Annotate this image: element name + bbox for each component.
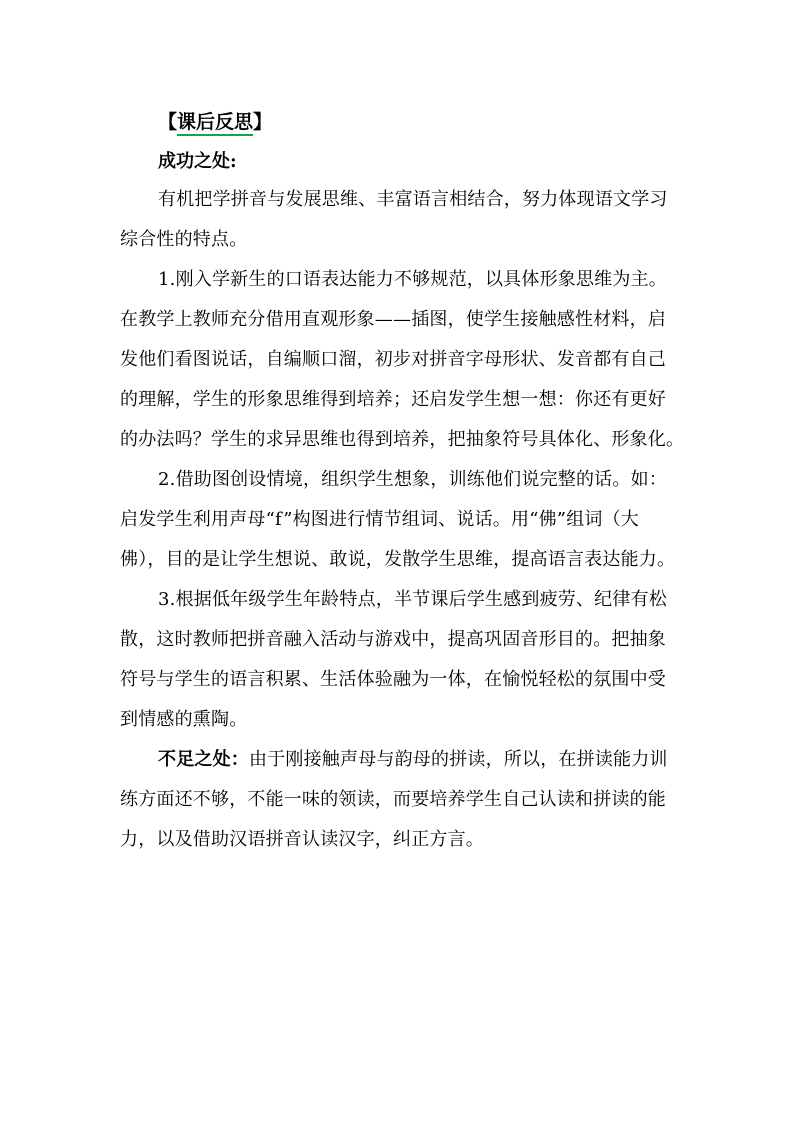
paragraph-line: 有机把学拼音与发展思维、丰富语言相结合，努力体现语文学习 bbox=[158, 189, 668, 210]
paragraph-line: 到情感的熏陶。 bbox=[120, 709, 248, 730]
heading-bracket-close: 】 bbox=[253, 111, 273, 133]
shortcoming-label: 不足之处： bbox=[158, 749, 249, 770]
paragraph-line: 符号与学生的语言积累、生活体验融为一体，在愉悦轻松的氛围中受 bbox=[120, 669, 666, 690]
paragraph-line: 2.借助图创设情境，组织学生想象，训练他们说完整的话。如： bbox=[158, 469, 667, 490]
heading-bracket-open: 【 bbox=[158, 111, 178, 133]
shortcoming-text: 由于刚接触声母与韵母的拼读，所以，在拼读能力训 bbox=[249, 749, 668, 770]
paragraph-line: 的理解，学生的形象思维得到培养；还启发学生想一想：你还有更好 bbox=[120, 389, 666, 410]
paragraph-line: 启发学生利用声母“f”构图进行情节组词、说话。用“佛”组词（大 bbox=[120, 509, 639, 530]
paragraph-line: 综合性的特点。 bbox=[120, 229, 248, 250]
section-heading bbox=[158, 109, 272, 135]
heading-title: 课后反思 bbox=[177, 111, 253, 136]
shortcoming-first-line bbox=[158, 747, 668, 773]
paragraph-line: 佛），目的是让学生想说、敢说，发散学生思维，提高语言表达能力。 bbox=[120, 549, 676, 570]
paragraph-line: 3.根据低年级学生年龄特点，半节课后学生感到疲劳、纪律有松 bbox=[158, 589, 667, 610]
paragraph-line: 练方面还不够，不能一味的领读，而要培养学生自己认读和拼读的能 bbox=[120, 789, 666, 810]
paragraph-line: 在教学上教师充分借用直观形象——插图，使学生接触感性材料，启 bbox=[120, 309, 666, 330]
paragraph-line: 1.刚入学新生的口语表达能力不够规范，以具体形象思维为主。 bbox=[158, 269, 667, 290]
paragraph-line: 力，以及借助汉语拼音认读汉字，纠正方言。 bbox=[120, 829, 484, 850]
paragraph-line: 散，这时教师把拼音融入活动与游戏中，提高巩固音形目的。把抽象 bbox=[120, 629, 666, 650]
paragraph-line: 的办法吗？学生的求异思维也得到培养，把抽象符号具体化、形象化。 bbox=[120, 429, 685, 450]
paragraph-line: 发他们看图说话，自编顺口溜，初步对拼音字母形状、发音都有自己 bbox=[120, 349, 666, 370]
success-label: 成功之处: bbox=[158, 151, 237, 172]
